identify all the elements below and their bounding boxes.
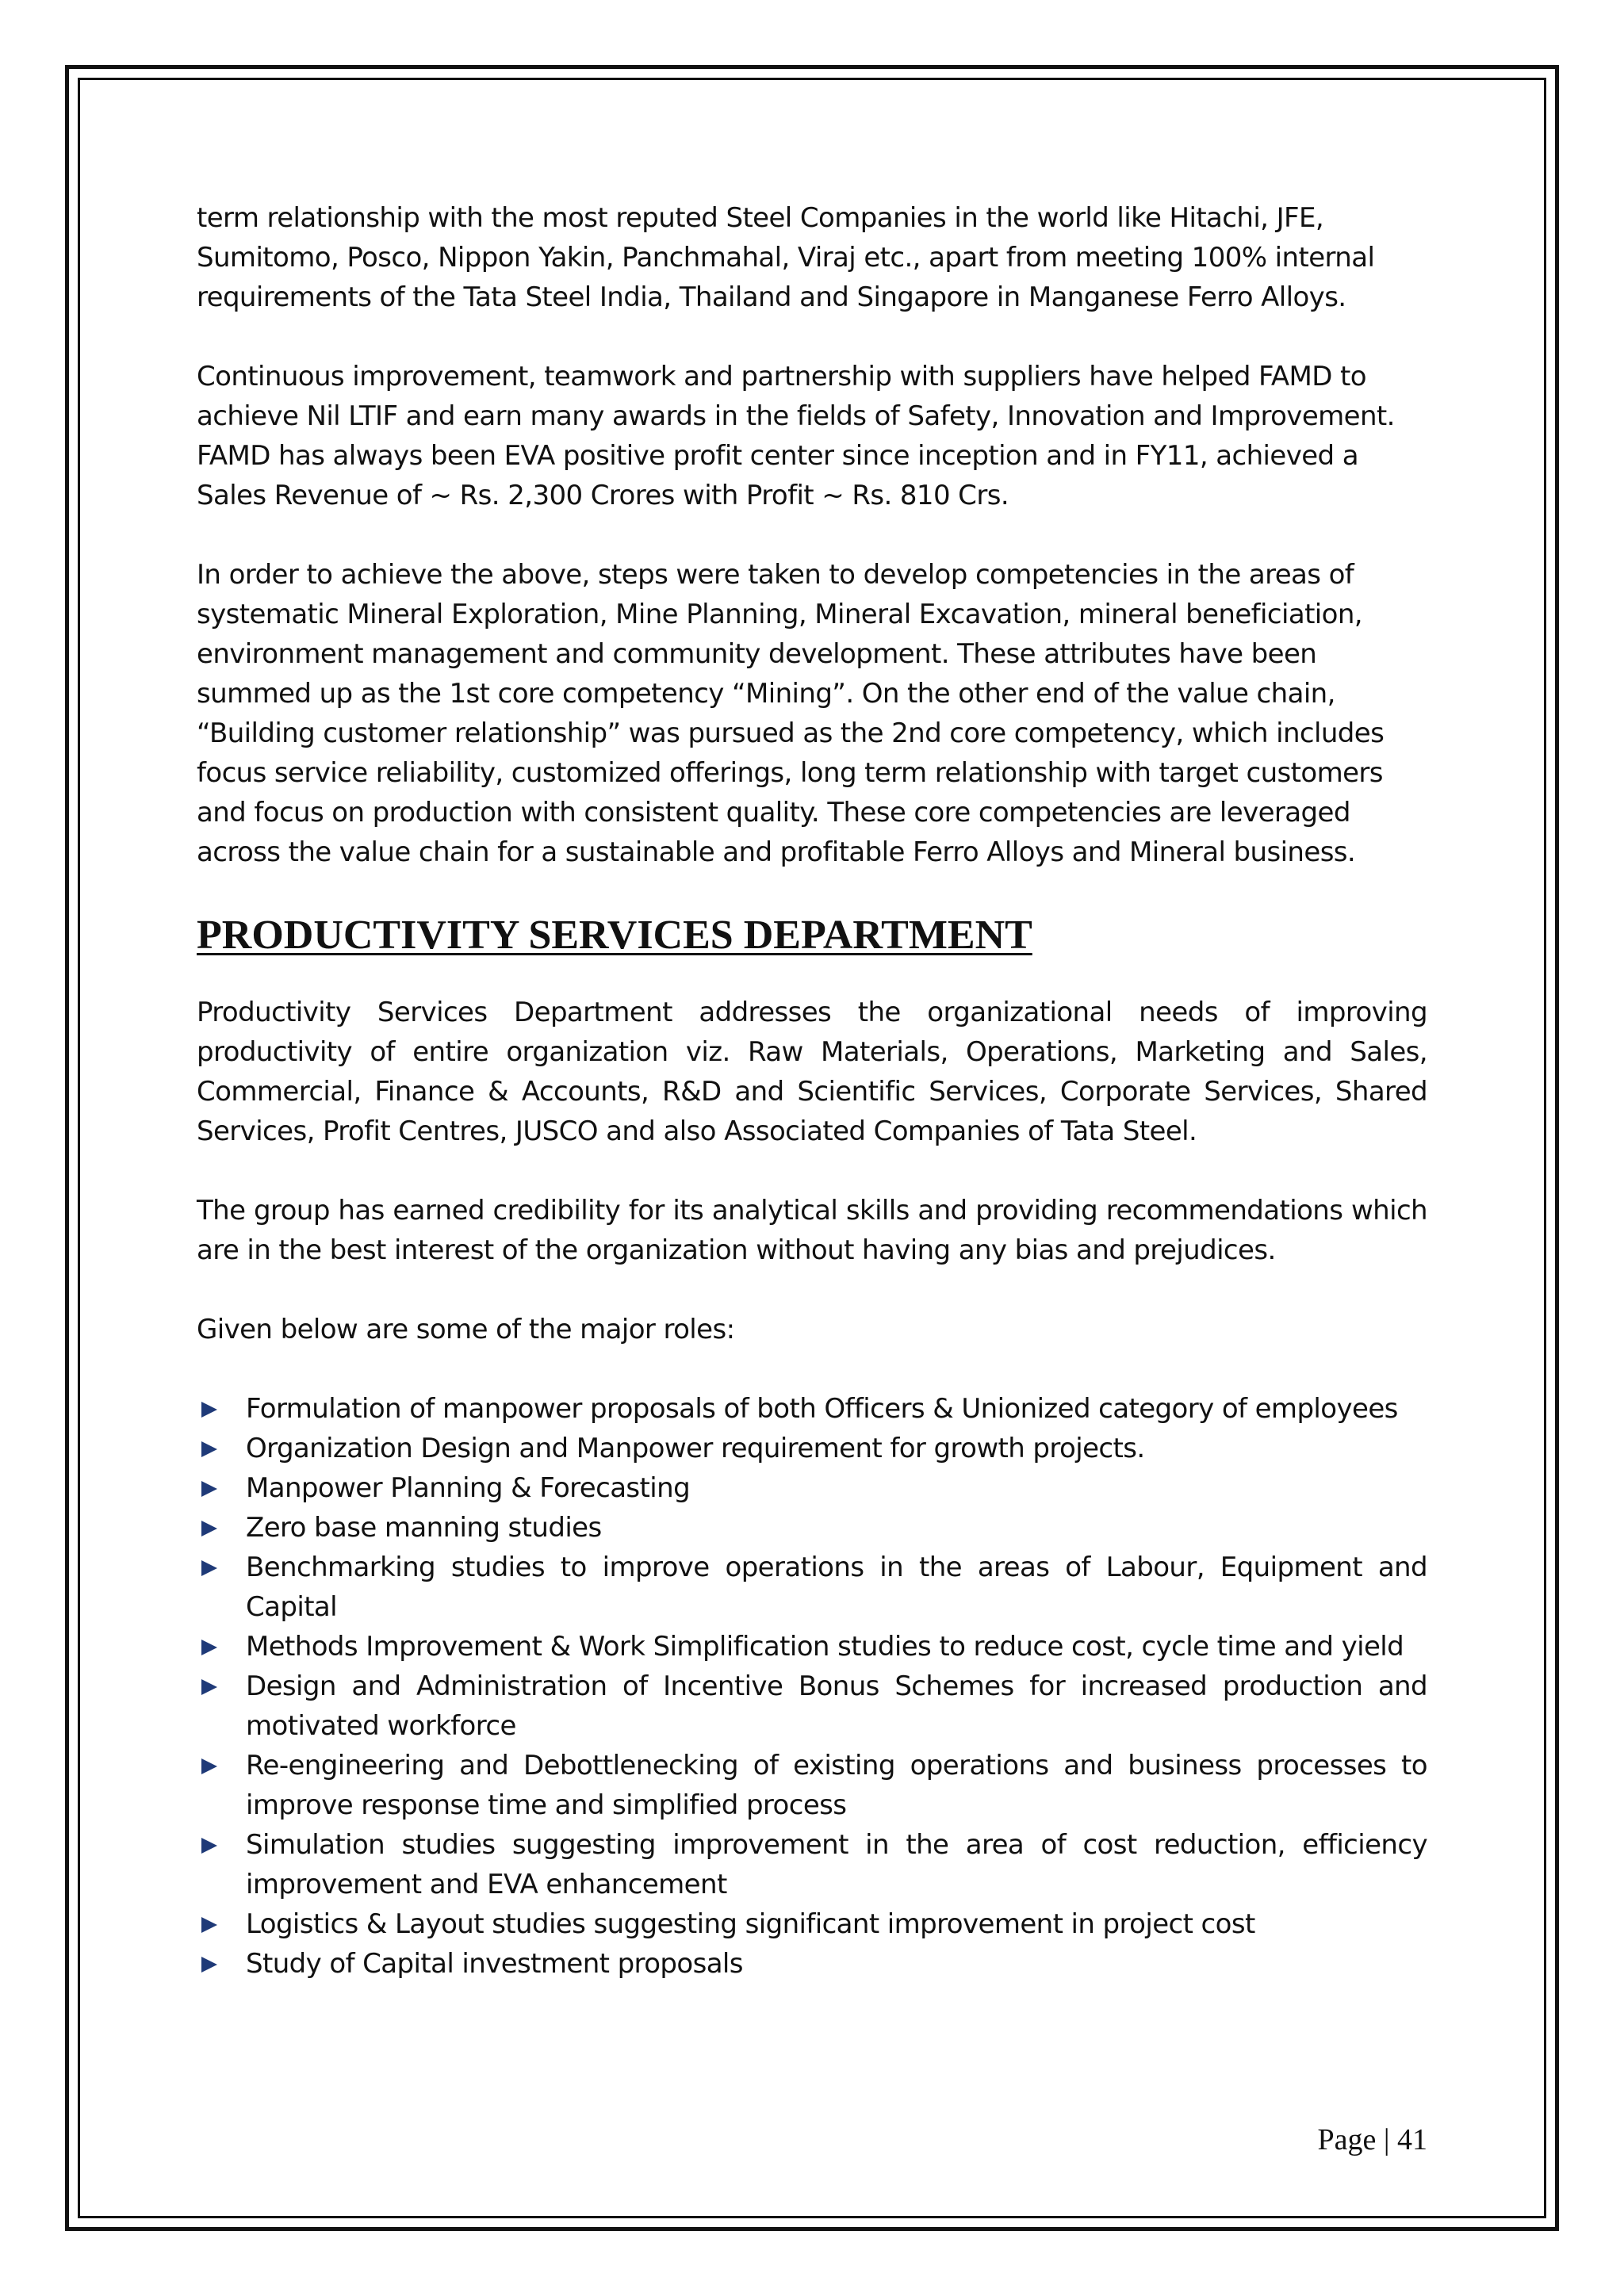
list-item <box>197 1746 1427 1825</box>
page-number: Page | 41 <box>1317 2123 1427 2156</box>
triangle-bullet-icon <box>201 1481 217 1497</box>
list-item-text: Design and Administration of Incentive Bonus Schemes for increased production and motivated workforce <box>246 1670 1427 1742</box>
list-item-text: Zero base manning studies <box>246 1512 602 1544</box>
triangle-bullet-icon <box>201 1758 217 1774</box>
triangle-bullet-icon <box>201 1521 217 1536</box>
list-item-text: Organization Design and Manpower requirement for growth projects. <box>246 1433 1145 1464</box>
list-item <box>197 1627 1427 1667</box>
roles-list <box>197 1389 1427 1984</box>
list-item-text: Methods Improvement & Work Simplification studies to reduce cost, cycle time and yield <box>246 1631 1404 1663</box>
list-item-text: Simulation studies suggesting improvement in the area of cost reduction, efficiency improvement and EVA enhancement <box>246 1829 1427 1900</box>
triangle-bullet-icon <box>201 1917 217 1933</box>
paragraph-core-competencies: In order to achieve the above, steps were taken to develop competencies in the areas of systematic Mineral Exploration, Mine Planning, Mineral Excavation, mineral beneficiation, environment management and community development. These attributes have been summed up as the 1st core competency “Mining”. On the other end of the value chain, “Building customer relationship” was pursued as the 2nd core competency, which includes focus service reliability, customized offerings, long term relationship with target customers and focus on production with consistent quality. These core competencies are leveraged across the value chain for a sustainable and profitable Ferro Alloys and Mineral business. <box>197 559 1385 868</box>
page-content <box>197 198 1427 1984</box>
list-item <box>197 1548 1427 1627</box>
section-heading: PRODUCTIVITY SERVICES DEPARTMENT <box>197 913 1032 958</box>
list-item <box>197 1468 1427 1508</box>
list-item-text: Re-engineering and Debottlenecking of existing operations and business processes to improve response time and simplified process <box>246 1750 1427 1821</box>
list-item-text: Benchmarking studies to improve operations in the areas of Labour, Equipment and Capital <box>246 1552 1427 1623</box>
triangle-bullet-icon <box>201 1402 217 1418</box>
list-item <box>197 1508 1427 1548</box>
triangle-bullet-icon <box>201 1640 217 1655</box>
list-item <box>197 1429 1427 1468</box>
triangle-bullet-icon <box>201 1560 217 1576</box>
list-item <box>197 1389 1427 1429</box>
paragraph-famd-relationships: term relationship with the most reputed Steel Companies in the world like Hitachi, JFE, Sumitomo, Posco, Nippon Yakin, Panchmahal, Viraj etc., apart from meeting 100% internal requirements of the Tata Steel India, Thailand and Singapore in Manganese Ferro Alloys. <box>197 202 1375 313</box>
triangle-bullet-icon <box>201 1957 217 1973</box>
list-item <box>197 1825 1427 1904</box>
paragraph-famd-performance: Continuous improvement, teamwork and partnership with suppliers have helped FAMD to achieve Nil LTIF and earn many awards in the fields of Safety, Innovation and Improvement. FAMD has always been EVA positive profit center since inception and in FY11, achieved a Sales Revenue of ~ Rs. 2,300 Crores with Profit ~ Rs. 810 Crs. <box>197 361 1395 511</box>
list-item <box>197 1944 1427 1984</box>
list-item-text: Manpower Planning & Forecasting <box>246 1472 691 1504</box>
paragraph-group-credibility: The group has earned credibility for its analytical skills and providing recommendations which are in the best interest of the organization without having any bias and prejudices. <box>197 1195 1427 1266</box>
list-item <box>197 1904 1427 1944</box>
list-item-text: Study of Capital investment proposals <box>246 1948 743 1980</box>
triangle-bullet-icon <box>201 1679 217 1695</box>
triangle-bullet-icon <box>201 1838 217 1854</box>
list-item-text: Logistics & Layout studies suggesting significant improvement in project cost <box>246 1908 1255 1940</box>
paragraph-department-intro: Productivity Services Department addresses the organizational needs of improving productivity of entire organization viz. Raw Materials, Operations, Marketing and Sales, Commercial, Finance & Accounts, R&D and Scientific Services, Corporate Services, Shared Services, Profit Centres, JUSCO and also Associated Companies of Tata Steel. <box>197 997 1427 1147</box>
list-item-text: Formulation of manpower proposals of both Officers & Unionized category of employees <box>246 1393 1398 1425</box>
list-item <box>197 1667 1427 1746</box>
paragraph-roles-intro: Given below are some of the major roles: <box>197 1314 735 1345</box>
triangle-bullet-icon <box>201 1441 217 1457</box>
